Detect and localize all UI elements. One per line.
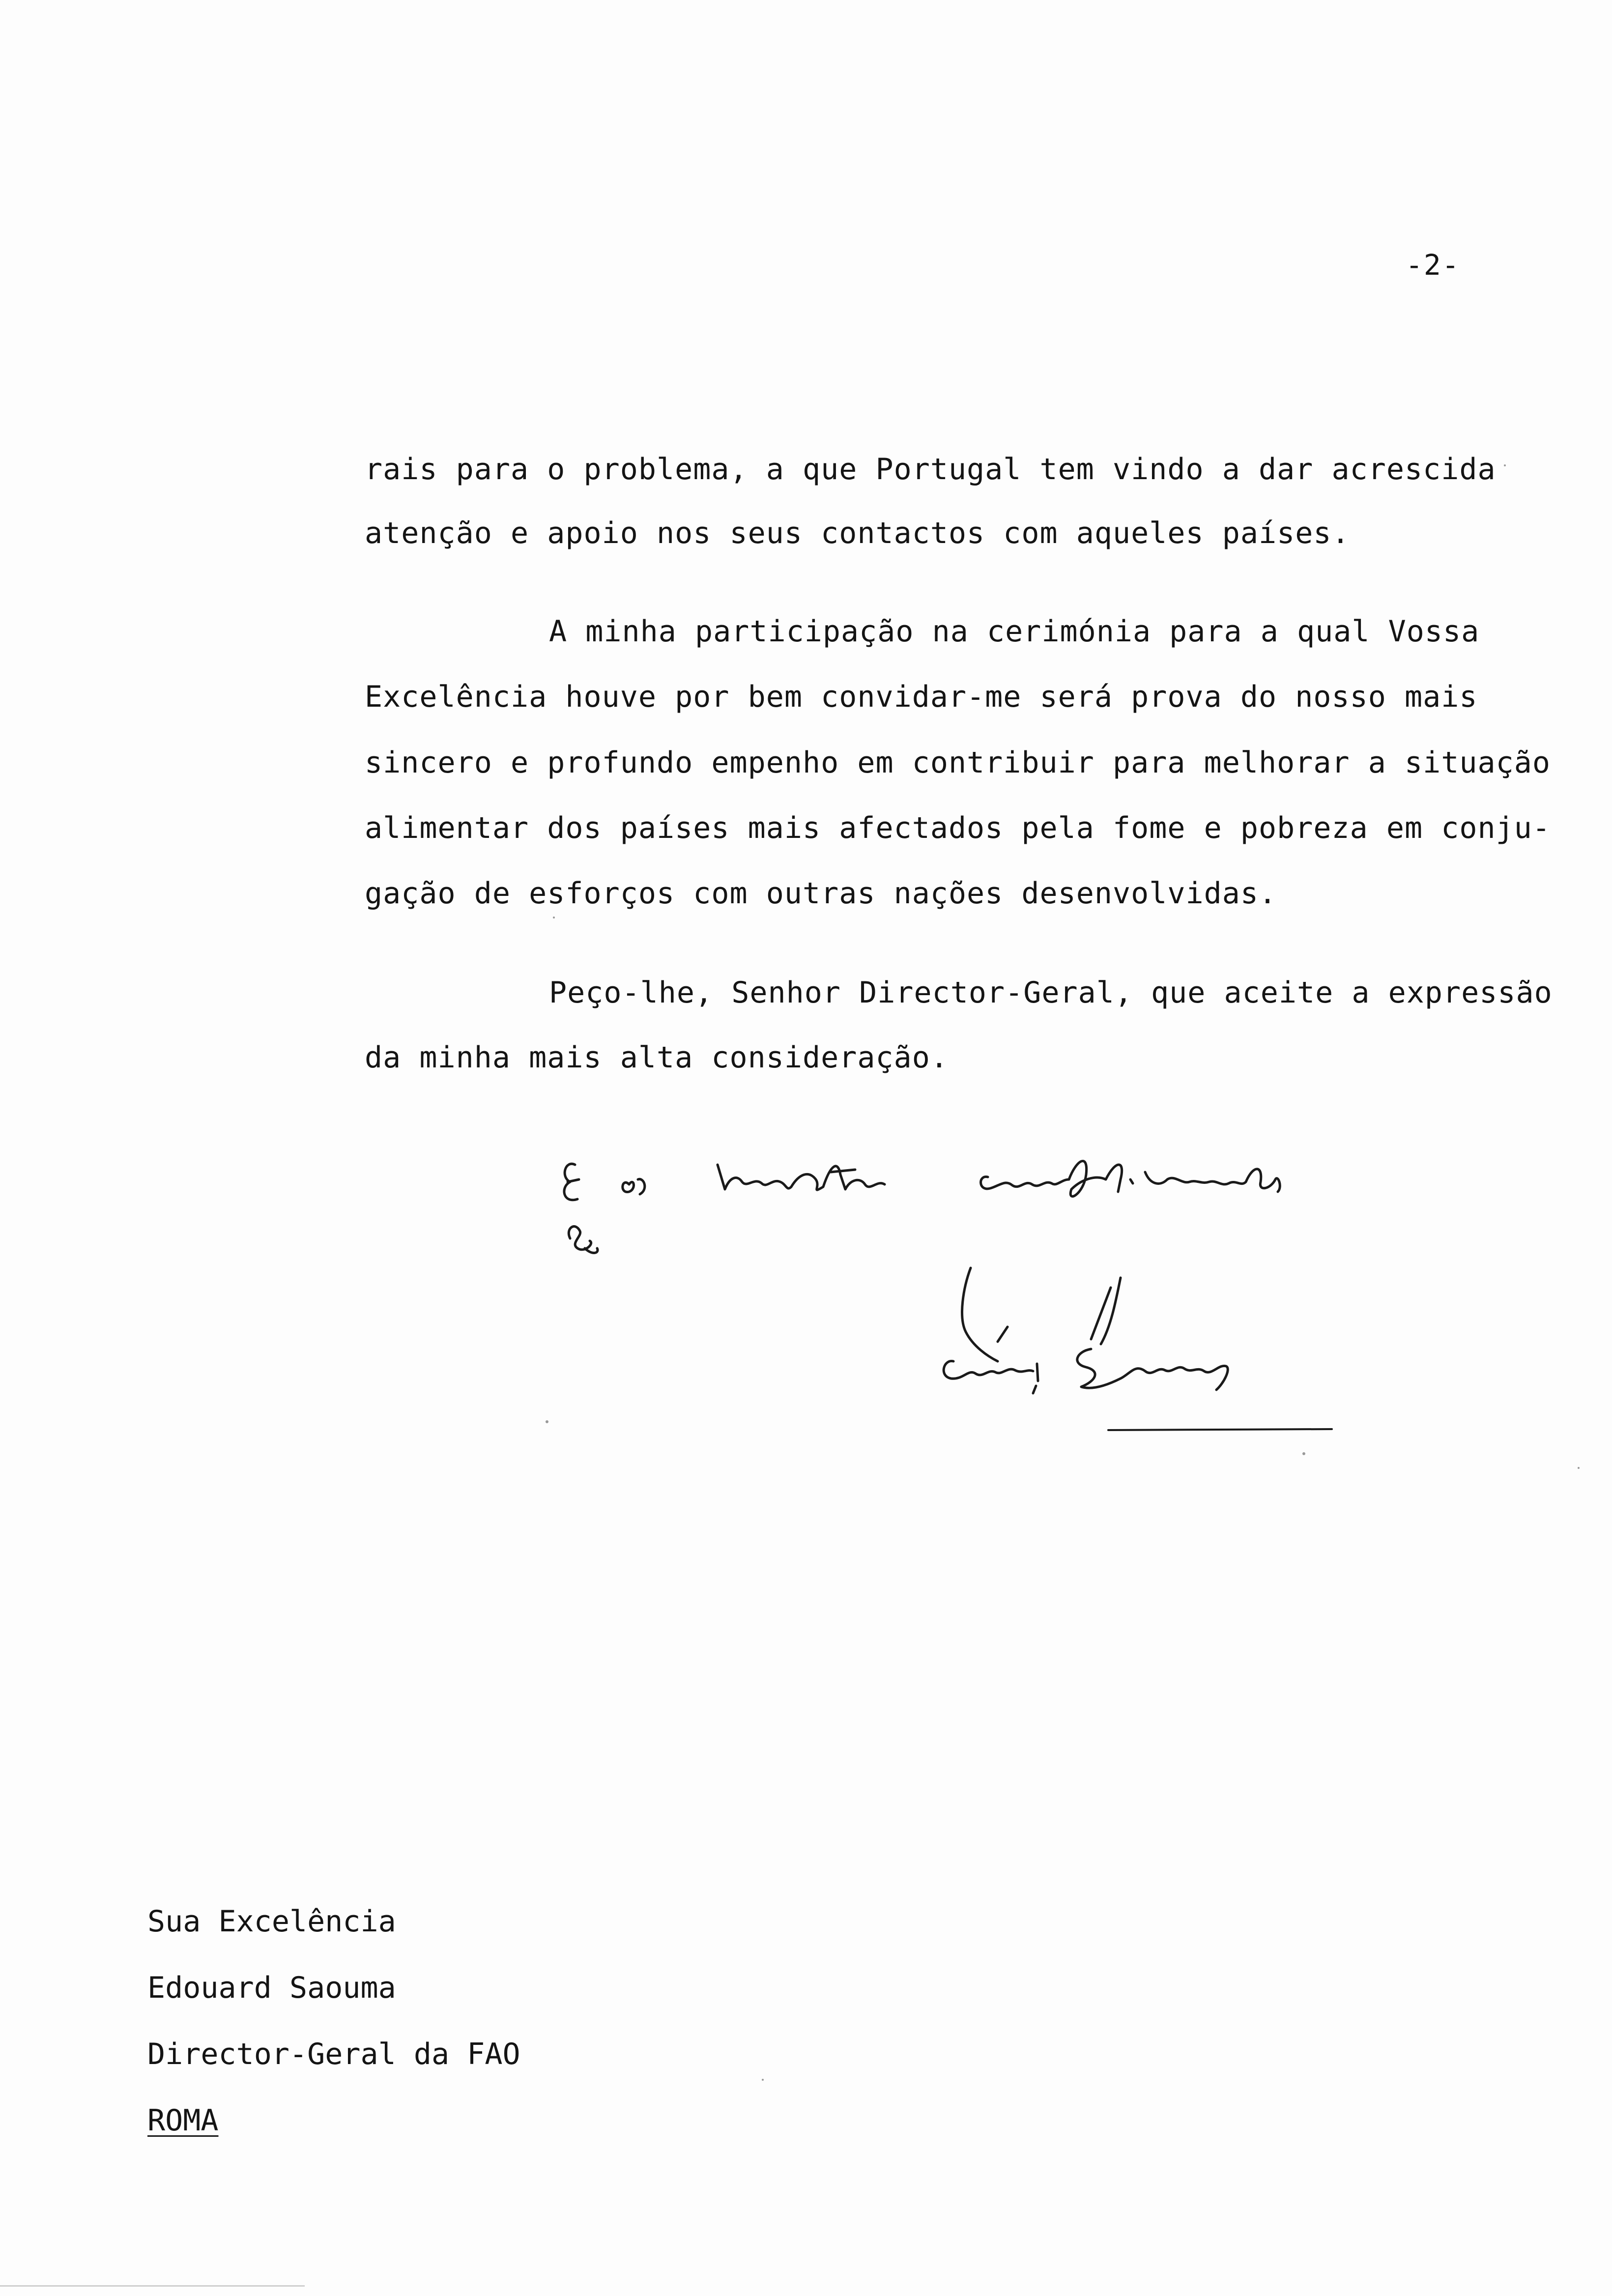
text-line: atenção e apoio nos seus contactos com aqueles países. [365, 516, 1350, 550]
handwritten-closing [555, 1130, 1440, 1278]
text-line: rais para o problema, a que Portugal tem vindo a dar acrescida [365, 452, 1496, 487]
addressee-title: Director-Geral da FAO [147, 2037, 520, 2071]
text-line: A minha participação na cerimónia para a qual Vossa [549, 614, 1480, 649]
scan-speck [546, 1420, 548, 1423]
page-number: -2- [1406, 248, 1460, 282]
scan-speck [553, 917, 555, 918]
text-line: sincero e profundo empenho em contribuir para melhorar a situação [365, 746, 1551, 780]
scan-speck [1504, 464, 1506, 466]
addressee-name: Edouard Saouma [147, 1971, 396, 2005]
signature-image [924, 1258, 1347, 1455]
addressee-city: ROMA [147, 2103, 219, 2138]
text-line: Excelência houve por bem convidar-me será prova do nosso mais [365, 680, 1478, 714]
text-line: da minha mais alta consideração. [365, 1040, 949, 1075]
addressee-honorific: Sua Excelência [147, 1904, 396, 1939]
scan-speck [1578, 1467, 1580, 1469]
scan-speck [762, 2079, 764, 2081]
text-line: Peço-lhe, Senhor Director-Geral, que aceite a expressão [549, 976, 1553, 1010]
text-line: gação de esforços com outras nações desenvolvidas. [365, 876, 1277, 911]
text-line: alimentar dos países mais afectados pela fome e pobreza em conju- [365, 811, 1551, 845]
scan-edge-line [0, 2285, 305, 2287]
scan-speck [1302, 1452, 1305, 1455]
